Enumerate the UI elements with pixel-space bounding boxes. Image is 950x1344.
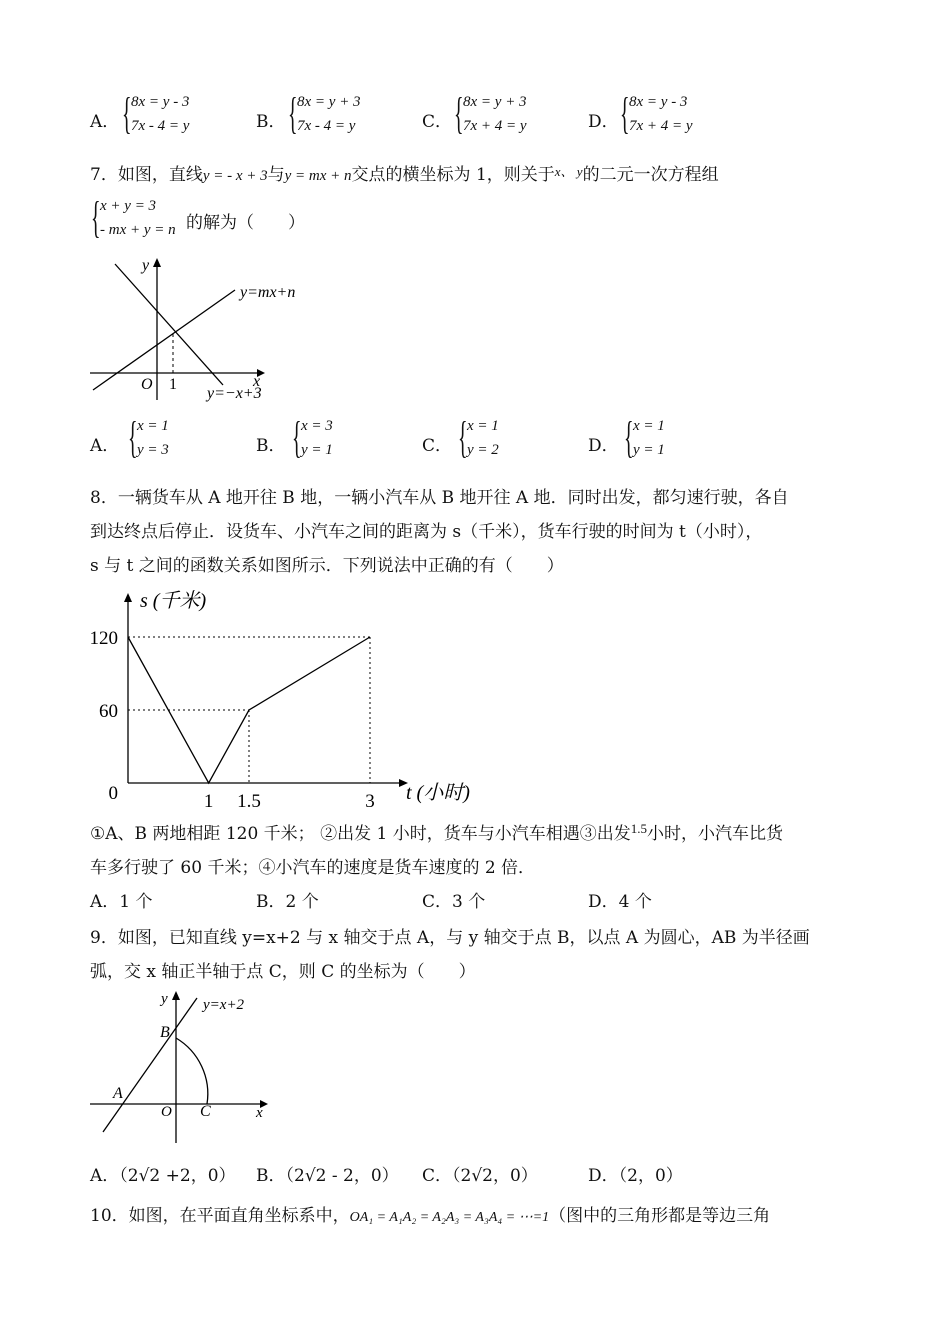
q8-line1: 8．一辆货车从 A 地开往 B 地，一辆小汽车从 B 地开往 A 地．同时出发，都匀速行驶，各自	[90, 488, 789, 508]
q7-option-b-system	[292, 413, 333, 462]
q7-option-d[interactable]	[588, 431, 619, 456]
option-text: （2√2，0）	[452, 1166, 538, 1186]
option-label: A．	[90, 1166, 120, 1186]
q7-option-d-system	[624, 413, 665, 462]
point-a-label: A	[113, 1085, 123, 1102]
q6-option-b[interactable]	[256, 107, 286, 132]
q9-option-a[interactable]	[90, 1161, 236, 1186]
option-text: （2√2 - 2，0）	[285, 1166, 399, 1186]
option-label: A．	[90, 112, 120, 132]
q9-option-b[interactable]	[256, 1161, 399, 1186]
y-tick-label: 0	[108, 783, 118, 804]
q7-question-tail: 的解为（ ）	[186, 213, 305, 233]
line2-label: y=−x+3	[207, 385, 262, 402]
option-label: A．	[90, 436, 120, 456]
brace-icon: {	[292, 413, 302, 462]
eq-line: x = 3	[301, 418, 333, 434]
eq-line: x + y = 3	[100, 198, 157, 214]
eq-line: 7x - 4 = y	[131, 118, 190, 134]
option-label: C．	[422, 112, 453, 132]
q9-option-d[interactable]	[588, 1161, 683, 1186]
q7-text: 7．如图，直线	[90, 165, 203, 185]
line-neg-x-3	[115, 264, 223, 385]
x-label: x	[253, 373, 261, 390]
q7-graph	[85, 250, 330, 410]
q7-stem	[90, 160, 719, 185]
q8-statements-line1	[90, 819, 783, 844]
point-b-label: B	[160, 1024, 170, 1041]
q7-eq1: y = - x + 3	[202, 168, 268, 184]
point-c-label: C	[200, 1103, 211, 1120]
brace-icon: {	[458, 413, 468, 462]
y-tick-label: 60	[99, 701, 118, 722]
y-arrow-icon	[172, 991, 180, 1000]
option-label: D．	[588, 436, 619, 456]
q9-line2: 弧，交 x 轴正半轴于点 C，则 C 的坐标为（ ）	[90, 962, 476, 982]
q7-option-a-system	[128, 413, 169, 462]
q6-option-c[interactable]	[422, 107, 452, 132]
origin-label: O	[161, 1104, 172, 1120]
eq-line: x = 1	[137, 418, 169, 434]
q8-stmt: ①A、B 两地相距 120 千米； ②出发 1 小时，货车与小汽车相遇③出发	[90, 824, 631, 844]
option-text: （2，0）	[618, 1166, 683, 1186]
option-label: C．	[422, 436, 453, 456]
q7-text: 交点的横坐标为 1，则关于	[351, 165, 555, 185]
q8-chart	[80, 580, 500, 810]
y-arrow-icon	[124, 593, 132, 602]
line1-label: y=mx+n	[240, 284, 296, 301]
brace-icon: {	[122, 89, 132, 138]
q6-option-d[interactable]	[588, 107, 619, 132]
q8-option-d[interactable]: D．4 个	[588, 892, 652, 912]
q8-statements-line2: 车多行驶了 60 千米；④小汽车的速度是货车速度的 2 倍．	[90, 858, 536, 878]
q8-option-c[interactable]: C．3 个	[422, 892, 486, 912]
option-label: B．	[256, 1166, 286, 1186]
q8-stmt-value: 1.5	[630, 821, 647, 836]
q8-option-b[interactable]: B．2 个	[256, 892, 319, 912]
brace-icon: {	[91, 193, 101, 242]
q7-option-c-system	[458, 413, 499, 462]
x-tick-label: 1	[203, 791, 214, 810]
brace-icon: {	[288, 89, 298, 138]
eq-line: y = 1	[633, 442, 665, 458]
eq-line: - mx + y = n	[100, 222, 176, 238]
x-axis-title: t (小时)	[406, 782, 470, 804]
y-label: y	[161, 991, 168, 1007]
x-tick-label: 1.5	[237, 791, 261, 810]
q10-text: 10．如图，在平面直角坐标系中，	[90, 1206, 350, 1226]
q9-graph	[85, 985, 285, 1150]
q8-option-a[interactable]: A．1 个	[90, 892, 153, 912]
x-tick-label: 3	[365, 791, 375, 810]
eq-line: 7x - 4 = y	[297, 118, 356, 134]
y-arrow-icon	[153, 258, 161, 267]
x-label: x	[256, 1105, 263, 1121]
q7-option-a[interactable]	[90, 431, 119, 456]
q7-eq2: y = mx + n	[284, 168, 352, 184]
q7-option-b[interactable]	[256, 431, 286, 456]
option-text: （2√2 +2，0）	[119, 1166, 236, 1186]
brace-icon: {	[454, 89, 464, 138]
q7-system	[91, 193, 176, 242]
q8-stmt: 小时，小汽车比货	[646, 824, 783, 844]
q8-line3: s 与 t 之间的函数关系如图所示．下列说法中正确的有（ ）	[90, 556, 564, 576]
tick-label: 1	[169, 376, 177, 393]
q9-line1: 9．如图，已知直线 y=x+2 与 x 轴交于点 A，与 y 轴交于点 B，以点 A 为圆心，AB 为半径画	[90, 928, 810, 948]
origin-label: O	[141, 376, 153, 393]
q10-text: （图中的三角形都是等边三角	[549, 1206, 771, 1226]
eq-line: 8x = y - 3	[131, 94, 190, 110]
q6-option-d-system	[620, 89, 693, 138]
eq-line: x = 1	[467, 418, 499, 434]
option-label: D．	[588, 112, 619, 132]
line-label: y=x+2	[203, 997, 245, 1013]
eq-line: 8x = y + 3	[463, 94, 527, 110]
eq-line: 8x = y - 3	[629, 94, 688, 110]
q10-stem	[90, 1201, 770, 1226]
arc-ab	[176, 1038, 208, 1104]
eq-line: y = 1	[301, 442, 333, 458]
eq-line: 7x + 4 = y	[463, 118, 527, 134]
eq-line: 7x + 4 = y	[629, 118, 693, 134]
line-x-plus-2	[103, 998, 197, 1132]
q7-option-c[interactable]	[422, 431, 452, 456]
option-label: B．	[256, 112, 286, 132]
q9-option-c[interactable]	[422, 1161, 538, 1186]
y-axis-title: s (千米)	[140, 590, 207, 612]
eq-line: y = 2	[467, 442, 499, 458]
q8-line2: 到达终点后停止．设货车、小汽车之间的距离为 s（千米），货车行驶的时间为 t（小时），	[90, 522, 763, 542]
eq-line: 8x = y + 3	[297, 94, 361, 110]
q7-vars: x、 y	[554, 164, 583, 179]
option-label: D．	[588, 1166, 619, 1186]
q8-plot-area	[90, 590, 471, 810]
q6-option-a[interactable]	[90, 107, 119, 132]
option-label: B．	[256, 436, 286, 456]
q6-option-c-system	[454, 89, 527, 138]
brace-icon: {	[624, 413, 634, 462]
y-tick-label: 120	[89, 628, 118, 649]
option-label: C．	[422, 1166, 453, 1186]
q6-option-b-system	[288, 89, 361, 138]
q7-text: 的二元一次方程组	[582, 165, 719, 185]
eq-line: x = 1	[633, 418, 665, 434]
q10-eq: OA₁ = A₁A₂ = A₂A₃ = A₃A₄ = ⋯=1	[349, 1210, 550, 1225]
brace-icon: {	[620, 89, 630, 138]
eq-line: y = 3	[137, 442, 169, 458]
y-label: y	[142, 257, 150, 274]
q7-text: 与	[267, 165, 285, 185]
brace-icon: {	[128, 413, 138, 462]
q6-option-a-system	[122, 89, 190, 138]
